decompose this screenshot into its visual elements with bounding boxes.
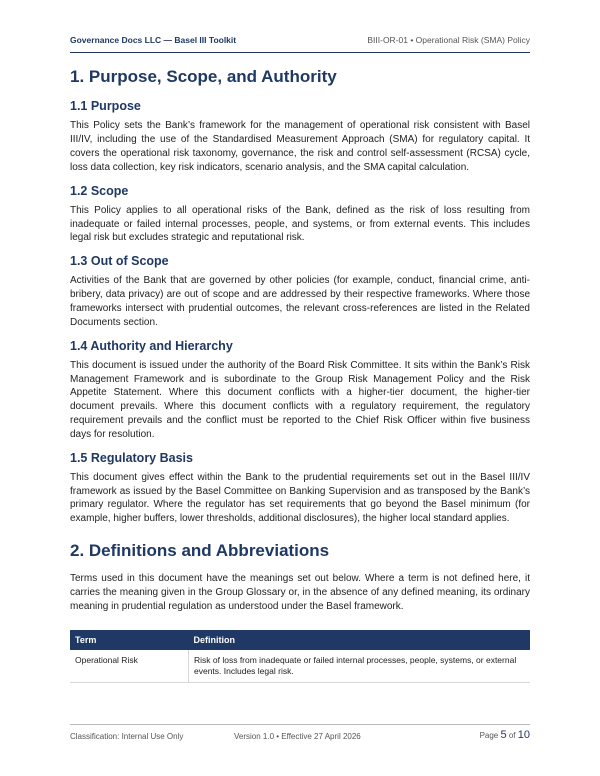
subsection-1-3-body: Activities of the Bank that are governed by other policies (for example, conduct, financial crime, anti-bribery, data privacy) are out of scope and are addressed by their respective frameworks. Where those frameworks intersect with prudential outcomes, the relevant cross-references are listed in the Related Documents section. <box>70 275 530 328</box>
page-current: 5 <box>500 729 507 741</box>
page-of: of <box>508 731 516 740</box>
definitions-table-header-row <box>70 630 530 650</box>
subsection-1-1-body: This Policy sets the Bank’s framework for the management of operational risk consistent with Basel III/IV, including the use of the Standardised Measurement Approach (SMA) for regulatory capital. It covers the operational risk taxonomy, governance, the risk and control self-assessment (RCSA) cycle, loss data collection, key risk indicators, scenario analysis, and the SMA capital calculation. <box>70 120 530 173</box>
subsection-1-5-title: 1.5 Regulatory Basis <box>70 450 193 465</box>
footer-page-number <box>480 729 530 741</box>
page-footer <box>70 729 530 743</box>
section-2-title: 2. Definitions and Abbreviations <box>70 541 330 561</box>
page-label: Page <box>479 731 499 740</box>
table-cell-definition: Risk of loss from inadequate or failed internal processes, people, systems, or external events. Includes legal risk. <box>189 650 531 683</box>
table-row <box>70 650 530 683</box>
section-2-intro: Terms used in this document have the meanings set out below. Where a term is not defined here, it carries the meaning given in the Group Glossary or, in the absence of any defined meaning, its ordinary meaning in prudential regulation as understood under the Basel framework. <box>70 573 530 612</box>
header-doc-ref: BIII-OR-01 • Operational Risk (SMA) Policy <box>367 35 530 45</box>
subsection-1-1-title: 1.1 Purpose <box>70 99 141 114</box>
header-org-title: Governance Docs LLC — Basel III Toolkit <box>70 35 237 45</box>
page-header <box>70 32 530 48</box>
column-header-term: Term <box>70 630 189 650</box>
subsection-1-4-title: 1.4 Authority and Hierarchy <box>70 338 233 353</box>
footer-version: Version 1.0 • Effective 27 April 2026 <box>234 732 361 741</box>
footer-classification: Classification: Internal Use Only <box>70 732 184 741</box>
subsection-1-2-body: This Policy applies to all operational risks of the Bank, defined as the risk of loss resulting from inadequate or failed internal processes, people, and systems, or from external events. This includes legal risk but excludes strategic and reputational risk. <box>70 204 530 244</box>
header-divider <box>70 52 530 53</box>
subsection-1-2-title: 1.2 Scope <box>70 183 129 198</box>
footer-divider <box>70 724 530 725</box>
subsection-1-3-title: 1.3 Out of Scope <box>70 254 169 269</box>
definitions-table <box>70 630 530 683</box>
subsection-1-4-body: This document is issued under the authority of the Board Risk Committee. It sits within the Bank’s Risk Management Framework and is subordinate to the Group Risk Management Policy and the Risk Appetite Statement. Where this document conflicts with a higher-tier document, the higher-tier document prevails. Where this document conflicts with a regulatory requirement, the regulatory requirement prevails and the conflict must be reported to the Chief Risk Officer within five business days for resolution. <box>70 359 530 440</box>
column-header-definition: Definition <box>189 630 531 650</box>
page-total: 10 <box>517 729 530 741</box>
table-cell-term: Operational Risk <box>70 650 189 683</box>
subsection-1-5-body: This document gives effect within the Bank to the prudential requirements set out in the Basel III/IV framework as issued by the Basel Committee on Banking Supervision and as transposed by the Bank’s primary regulator. Where the regulator has set requirements that go beyond the Basel minimum (for example, higher buffers, lower thresholds, additional disclosures), the higher local standard applies. <box>70 471 530 525</box>
page-content <box>70 66 530 683</box>
section-1-title: 1. Purpose, Scope, and Authority <box>70 67 337 86</box>
